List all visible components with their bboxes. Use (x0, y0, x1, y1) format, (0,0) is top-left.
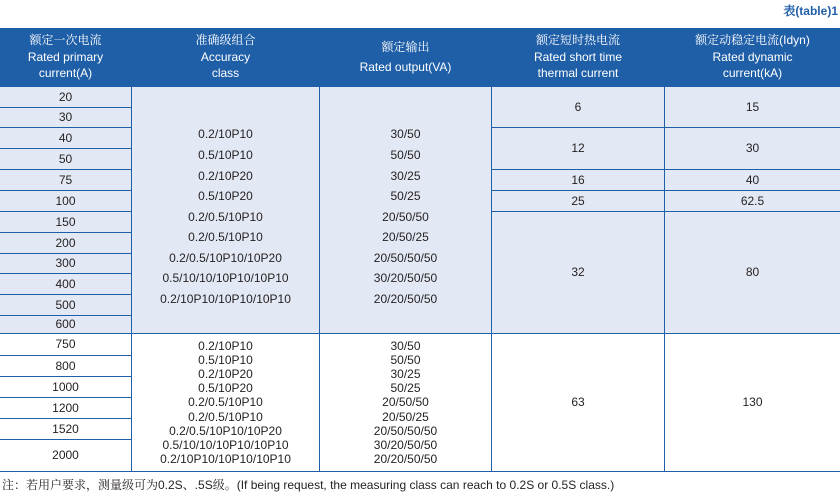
grid-line (0, 253, 131, 254)
grid-line (0, 169, 131, 170)
grid-line (0, 355, 131, 356)
dynamic-value: 80 (665, 212, 840, 333)
header-text: 额定一次电流 (29, 33, 102, 48)
accuracy-value: 0.5/10P10 (198, 147, 253, 162)
grid-line (0, 397, 131, 398)
accuracy-value: 0.2/0.5/10P10/10P20 (169, 423, 282, 438)
output-value: 30/25 (390, 168, 421, 183)
grid-line (0, 315, 131, 316)
header-rated-primary-current (0, 28, 131, 86)
header-thermal-current (492, 28, 664, 86)
grid-line (0, 190, 131, 191)
header-dynamic-current (665, 28, 840, 86)
output-value: 50/25 (390, 381, 421, 396)
output-value: 20/20/50/50 (373, 292, 438, 307)
dynamic-value: 130 (665, 334, 840, 471)
output-value: 30/50 (390, 127, 421, 142)
header-text: 额定短时热电流 (535, 33, 620, 48)
grid-line (491, 28, 492, 471)
output-value: 30/20/50/50 (373, 271, 438, 286)
primary-current-cell: 300 (0, 254, 131, 273)
output-value: 20/50/50/50 (373, 423, 438, 438)
primary-current-cell: 100 (0, 191, 131, 211)
header-text: Rated output(VA) (359, 60, 452, 74)
accuracy-value: 0.2/10P10 (198, 127, 253, 142)
header-text: current(kA) (722, 66, 783, 81)
grid-line (131, 28, 132, 471)
grid-line (492, 211, 840, 212)
dynamic-value: 40 (665, 170, 840, 190)
grid-line (0, 211, 131, 212)
primary-current-cell: 750 (0, 334, 131, 355)
header-text: current(A) (38, 66, 93, 81)
header-accuracy-class (132, 28, 319, 86)
primary-current-cell: 800 (0, 356, 131, 376)
primary-current-cell: 75 (0, 170, 131, 190)
primary-current-cell: 40 (0, 128, 131, 148)
footnote: 注：若用户要求，测量级可为0.2S、.5S级。(If being request, the measuring class can reach to 0.2S or 0.5S class.) (2, 478, 615, 492)
table-caption: 表(table)1 (783, 4, 838, 18)
grid-line (0, 127, 131, 128)
output-value: 20/50/50 (382, 209, 429, 224)
grid-line (0, 418, 131, 419)
primary-current-cell: 30 (0, 108, 131, 127)
accuracy-value: 0.2/0.5/10P10 (188, 409, 263, 424)
accuracy-value: 0.5/10P20 (198, 189, 253, 204)
primary-current-cell: 50 (0, 149, 131, 169)
primary-current-cell: 1520 (0, 419, 131, 439)
accuracy-value: 0.2/10P20 (198, 168, 253, 183)
grid-line (492, 169, 840, 170)
thermal-value: 12 (492, 128, 664, 169)
header-text: 准确级组合 (195, 33, 256, 48)
grid-line (492, 127, 840, 128)
accuracy-value: 0.2/0.5/10P10 (188, 230, 263, 245)
dynamic-value: 15 (665, 87, 840, 127)
dynamic-value: 30 (665, 128, 840, 169)
dynamic-value: 62.5 (665, 191, 840, 211)
accuracy-value: 0.2/0.5/10P10/10P20 (169, 250, 282, 265)
header-text: thermal current (537, 66, 619, 81)
thermal-value: 63 (492, 334, 664, 471)
grid-line (0, 232, 131, 233)
primary-current-cell: 600 (0, 316, 131, 333)
header-rated-output (320, 28, 491, 86)
thermal-value: 16 (492, 170, 664, 190)
header-text: 额定动稳定电流(Idyn) (695, 33, 810, 48)
header-text: Rated primary (27, 49, 104, 64)
grid-line (0, 107, 131, 108)
output-value: 30/25 (390, 366, 421, 381)
header-text: 额定输出 (381, 39, 430, 54)
accuracy-value: 0.2/10P10/10P10/10P10 (160, 452, 291, 467)
accuracy-value: 0.2/10P20 (198, 366, 253, 381)
primary-current-cell: 200 (0, 233, 131, 253)
primary-current-cell: 400 (0, 274, 131, 294)
primary-current-cell: 500 (0, 295, 131, 315)
primary-current-cell: 150 (0, 212, 131, 232)
accuracy-group-b (132, 334, 319, 471)
primary-current-cell: 2000 (0, 440, 131, 471)
accuracy-value: 0.5/10P20 (198, 381, 253, 396)
grid-line (0, 294, 131, 295)
output-group-b (320, 334, 491, 471)
grid-line (0, 376, 131, 377)
accuracy-value: 0.5/10P10 (198, 352, 253, 367)
thermal-value: 6 (492, 87, 664, 127)
accuracy-value: 0.2/0.5/10P10 (188, 395, 263, 410)
output-value: 20/50/50 (382, 395, 429, 410)
output-value: 50/50 (390, 147, 421, 162)
output-value: 30/20/50/50 (373, 438, 438, 452)
grid-line (0, 439, 131, 440)
primary-current-cell: 1000 (0, 377, 131, 397)
output-group-a (320, 87, 491, 333)
accuracy-value: 0.5/10/10/10P10/10P10 (162, 271, 289, 286)
grid-line (319, 28, 320, 471)
grid-line (0, 148, 131, 149)
header-text: Rated dynamic (712, 49, 793, 64)
header-text: Accuracy (200, 49, 251, 64)
output-value: 50/25 (390, 189, 421, 204)
accuracy-value: 0.2/10P10 (198, 338, 253, 353)
grid-line (492, 190, 840, 191)
grid-line (0, 273, 131, 274)
grid-line (0, 333, 840, 334)
grid-line (664, 28, 665, 471)
thermal-value: 32 (492, 212, 664, 333)
primary-current-cell: 20 (0, 87, 131, 107)
rating-table (0, 28, 840, 471)
header-text: class (211, 66, 240, 81)
output-value: 20/50/50/50 (373, 250, 438, 265)
grid-line (0, 86, 840, 87)
grid-line (0, 471, 840, 472)
accuracy-group-a (132, 87, 319, 333)
output-value: 50/50 (390, 352, 421, 367)
header-text: Rated short time (533, 49, 623, 64)
output-value: 30/50 (390, 338, 421, 353)
accuracy-value: 0.2/10P10/10P10/10P10 (160, 292, 291, 307)
thermal-value: 25 (492, 191, 664, 211)
accuracy-value: 0.2/0.5/10P10 (188, 209, 263, 224)
accuracy-value: 0.5/10/10/10P10/10P10 (162, 438, 289, 452)
primary-current-cell: 1200 (0, 398, 131, 418)
output-value: 20/20/50/50 (373, 452, 438, 467)
output-value: 20/50/25 (382, 409, 429, 424)
output-value: 20/50/25 (382, 230, 429, 245)
